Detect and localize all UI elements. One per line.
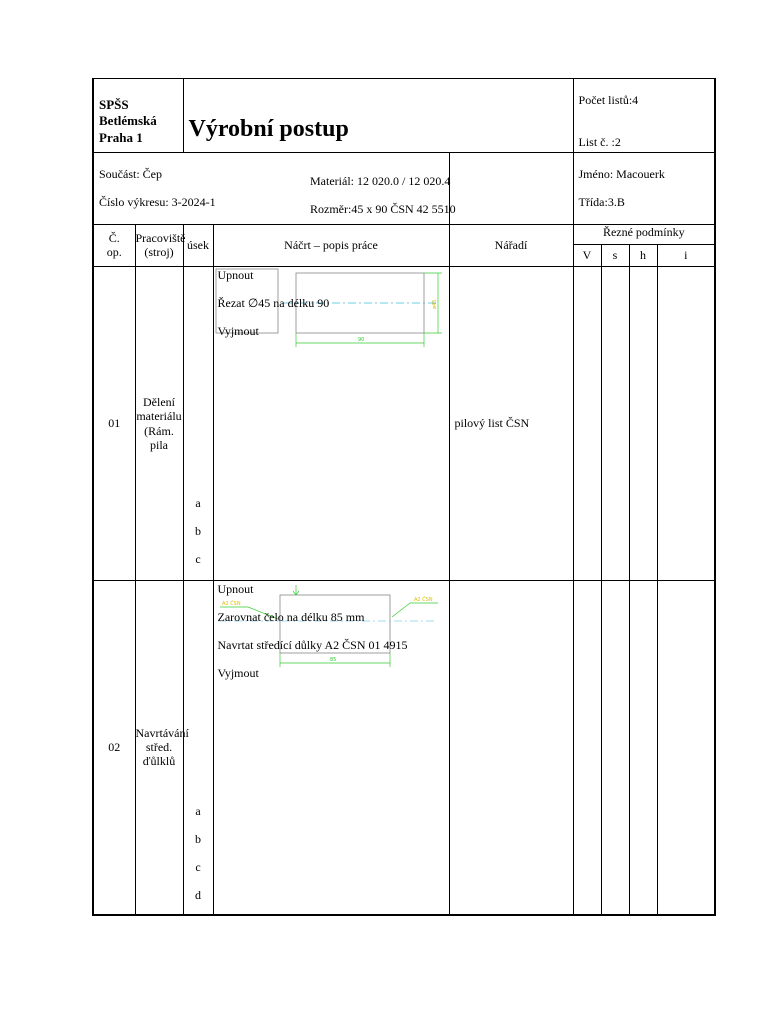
operation-row: [93, 267, 715, 581]
op-tool: pilový list ČSN: [449, 267, 573, 581]
section-letter: a: [195, 496, 201, 510]
station-header: Pracoviště (stroj): [135, 225, 183, 267]
cc-i-cell: [657, 581, 715, 915]
process-sheet: [92, 78, 714, 918]
step-list: [218, 581, 408, 693]
step: Řezat ∅45 na délku 90: [217, 296, 330, 310]
step: Vyjmout: [217, 666, 259, 680]
op-description: [213, 267, 449, 581]
section-letter: c: [195, 860, 201, 874]
cc-v-cell: [573, 267, 601, 581]
drawing-number: Číslo výkresu: 3-2024-1: [99, 195, 216, 209]
cc-i-header: i: [657, 245, 715, 267]
op-number-header: Č. op.: [93, 225, 135, 267]
cc-s-cell: [601, 581, 629, 915]
cc-h-cell: [629, 581, 657, 915]
cc-s-cell: [601, 267, 629, 581]
cc-h-cell: [629, 267, 657, 581]
sketch-length-label: 90: [357, 337, 364, 343]
cc-h-header: h: [629, 245, 657, 267]
section-letter: d: [195, 888, 201, 902]
description-header: Náčrt – popis práce: [213, 225, 449, 267]
step: Navrtat středící důlky A2 ČSN 01 4915: [217, 638, 408, 652]
material-text: Materiál: 12 020.0 / 12 020.4: [310, 174, 451, 188]
op-description: [213, 581, 449, 915]
student-class: Třída:3.B: [578, 195, 625, 209]
op-sections: [183, 581, 213, 915]
sketch-diameter-label: ø45: [431, 299, 438, 309]
step: Upnout: [217, 268, 254, 282]
school-line: Praha 1: [99, 129, 143, 145]
operation-row: [93, 581, 715, 915]
sketch-left-note: A2 ČSN: [221, 601, 241, 607]
sheet-info: [573, 79, 715, 153]
op-tool: [449, 581, 573, 915]
op-station: Dělení materiálu (Rám. pila: [135, 267, 183, 581]
school-name: [93, 79, 183, 153]
section-letter: c: [195, 552, 201, 566]
step: Vyjmout: [217, 324, 259, 338]
cc-i-cell: [657, 267, 715, 581]
sketch-length-label: 85: [329, 657, 336, 663]
cutting-conditions-header: Řezné podmínky: [573, 225, 715, 245]
dimension-text: Rozměr:45 x 90 ČSN 42 5510: [310, 202, 456, 216]
title-cell: [183, 79, 573, 153]
cc-s-header: s: [601, 245, 629, 267]
cc-v-header: V: [573, 245, 601, 267]
student-info: [573, 153, 715, 225]
cc-v-cell: [573, 581, 601, 915]
section-letter: b: [195, 832, 201, 846]
material-info: [449, 153, 573, 225]
op-station: Navrtávání střed. ďůlklů: [135, 581, 183, 915]
section-letter: a: [195, 804, 201, 818]
sheet-number: List č. :2: [578, 135, 621, 149]
sketch-right-note: A2 ČSN: [413, 597, 433, 603]
part-name: Součást: Čep: [99, 167, 162, 181]
student-name: Jméno: Macouerk: [578, 167, 665, 181]
op-sections: [183, 267, 213, 581]
op-number: 02: [93, 581, 135, 915]
section-header: úsek: [183, 225, 213, 267]
section-letter: b: [195, 524, 201, 538]
step: Upnout: [217, 582, 254, 596]
step: Zarovnat čelo na délku 85 mm: [217, 610, 365, 624]
sheet-count: Počet listů:4: [578, 93, 639, 107]
document-title: Výrobní postup: [188, 116, 349, 142]
step-list: [218, 267, 330, 351]
school-line: SPŠS: [99, 97, 129, 112]
tools-header: Nářadí: [449, 225, 573, 267]
school-line: Betlémská: [99, 113, 157, 129]
op-number: 01: [93, 267, 135, 581]
